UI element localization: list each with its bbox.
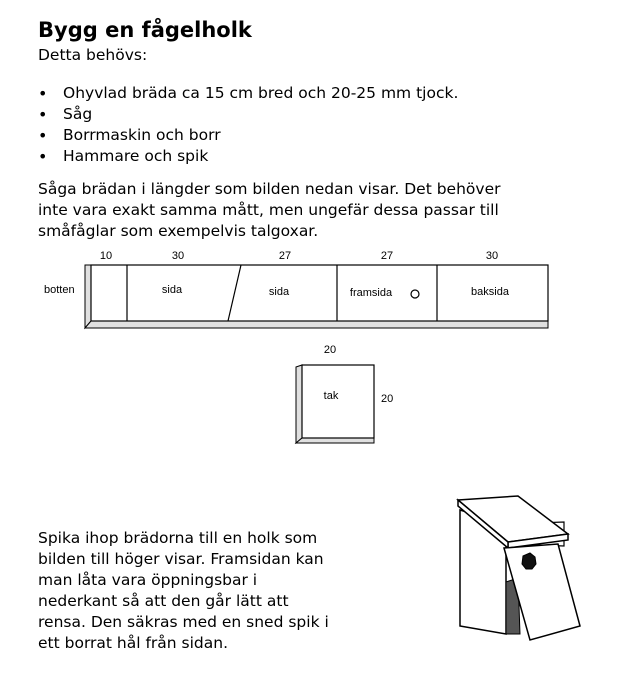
segment-label-front: framsida [349,287,393,299]
text-line: nederkant så att den går lätt att [38,592,289,610]
roof-edge-shade [296,365,302,443]
length-label-bottom: 10 [99,250,113,262]
length-label-back: 30 [485,250,499,262]
segment-label-side-2: sida [268,286,290,298]
materials-list [38,83,458,167]
roof-bottom-shade [296,438,374,443]
length-label-side-2: 27 [278,250,292,262]
board-bottom-edge [85,321,548,328]
roof-label: tak [323,390,339,402]
length-label-side-1: 30 [171,250,185,262]
cutting-diagram [0,240,617,475]
text-line: rensa. Den säkras med en sned spik i [38,613,329,631]
text-line: ett borrat hål från sidan. [38,634,229,652]
text-line: Spika ihop brädorna till en holk som [38,529,318,547]
list-item: • Såg [38,104,458,125]
cutting-instructions [38,179,578,242]
materials-heading: Detta behövs: [38,46,148,64]
list-item: • Borrmaskin och borr [38,125,458,146]
text-line: inte vara exakt samma mått, men ungefär dessa passar till [38,201,499,219]
list-item: • Ohyvlad bräda ca 15 cm bred och 20-25 mm tjock. [38,83,458,104]
segment-label-side-1: sida [161,284,183,296]
text-line: Såga brädan i längder som bilden nedan visar. Det behöver [38,180,501,198]
text-line: man låta vara öppningsbar i [38,571,258,589]
segment-label-back: baksida [471,286,509,298]
roof-height-label: 20 [381,393,394,405]
page-title: Bygg en fågelholk [38,18,252,42]
length-label-front: 27 [380,250,394,262]
birdhouse-illustration [440,484,590,654]
text-line: bilden till höger visar. Framsidan kan [38,550,324,568]
text-line: småfåglar som exempelvis talgoxar. [38,222,319,240]
board-end-face [85,265,91,328]
board-label-bottom: botten [44,284,75,296]
roof-width-label: 20 [323,344,337,356]
list-item: • Hammare och spik [38,146,458,167]
assembly-instructions [38,528,368,654]
